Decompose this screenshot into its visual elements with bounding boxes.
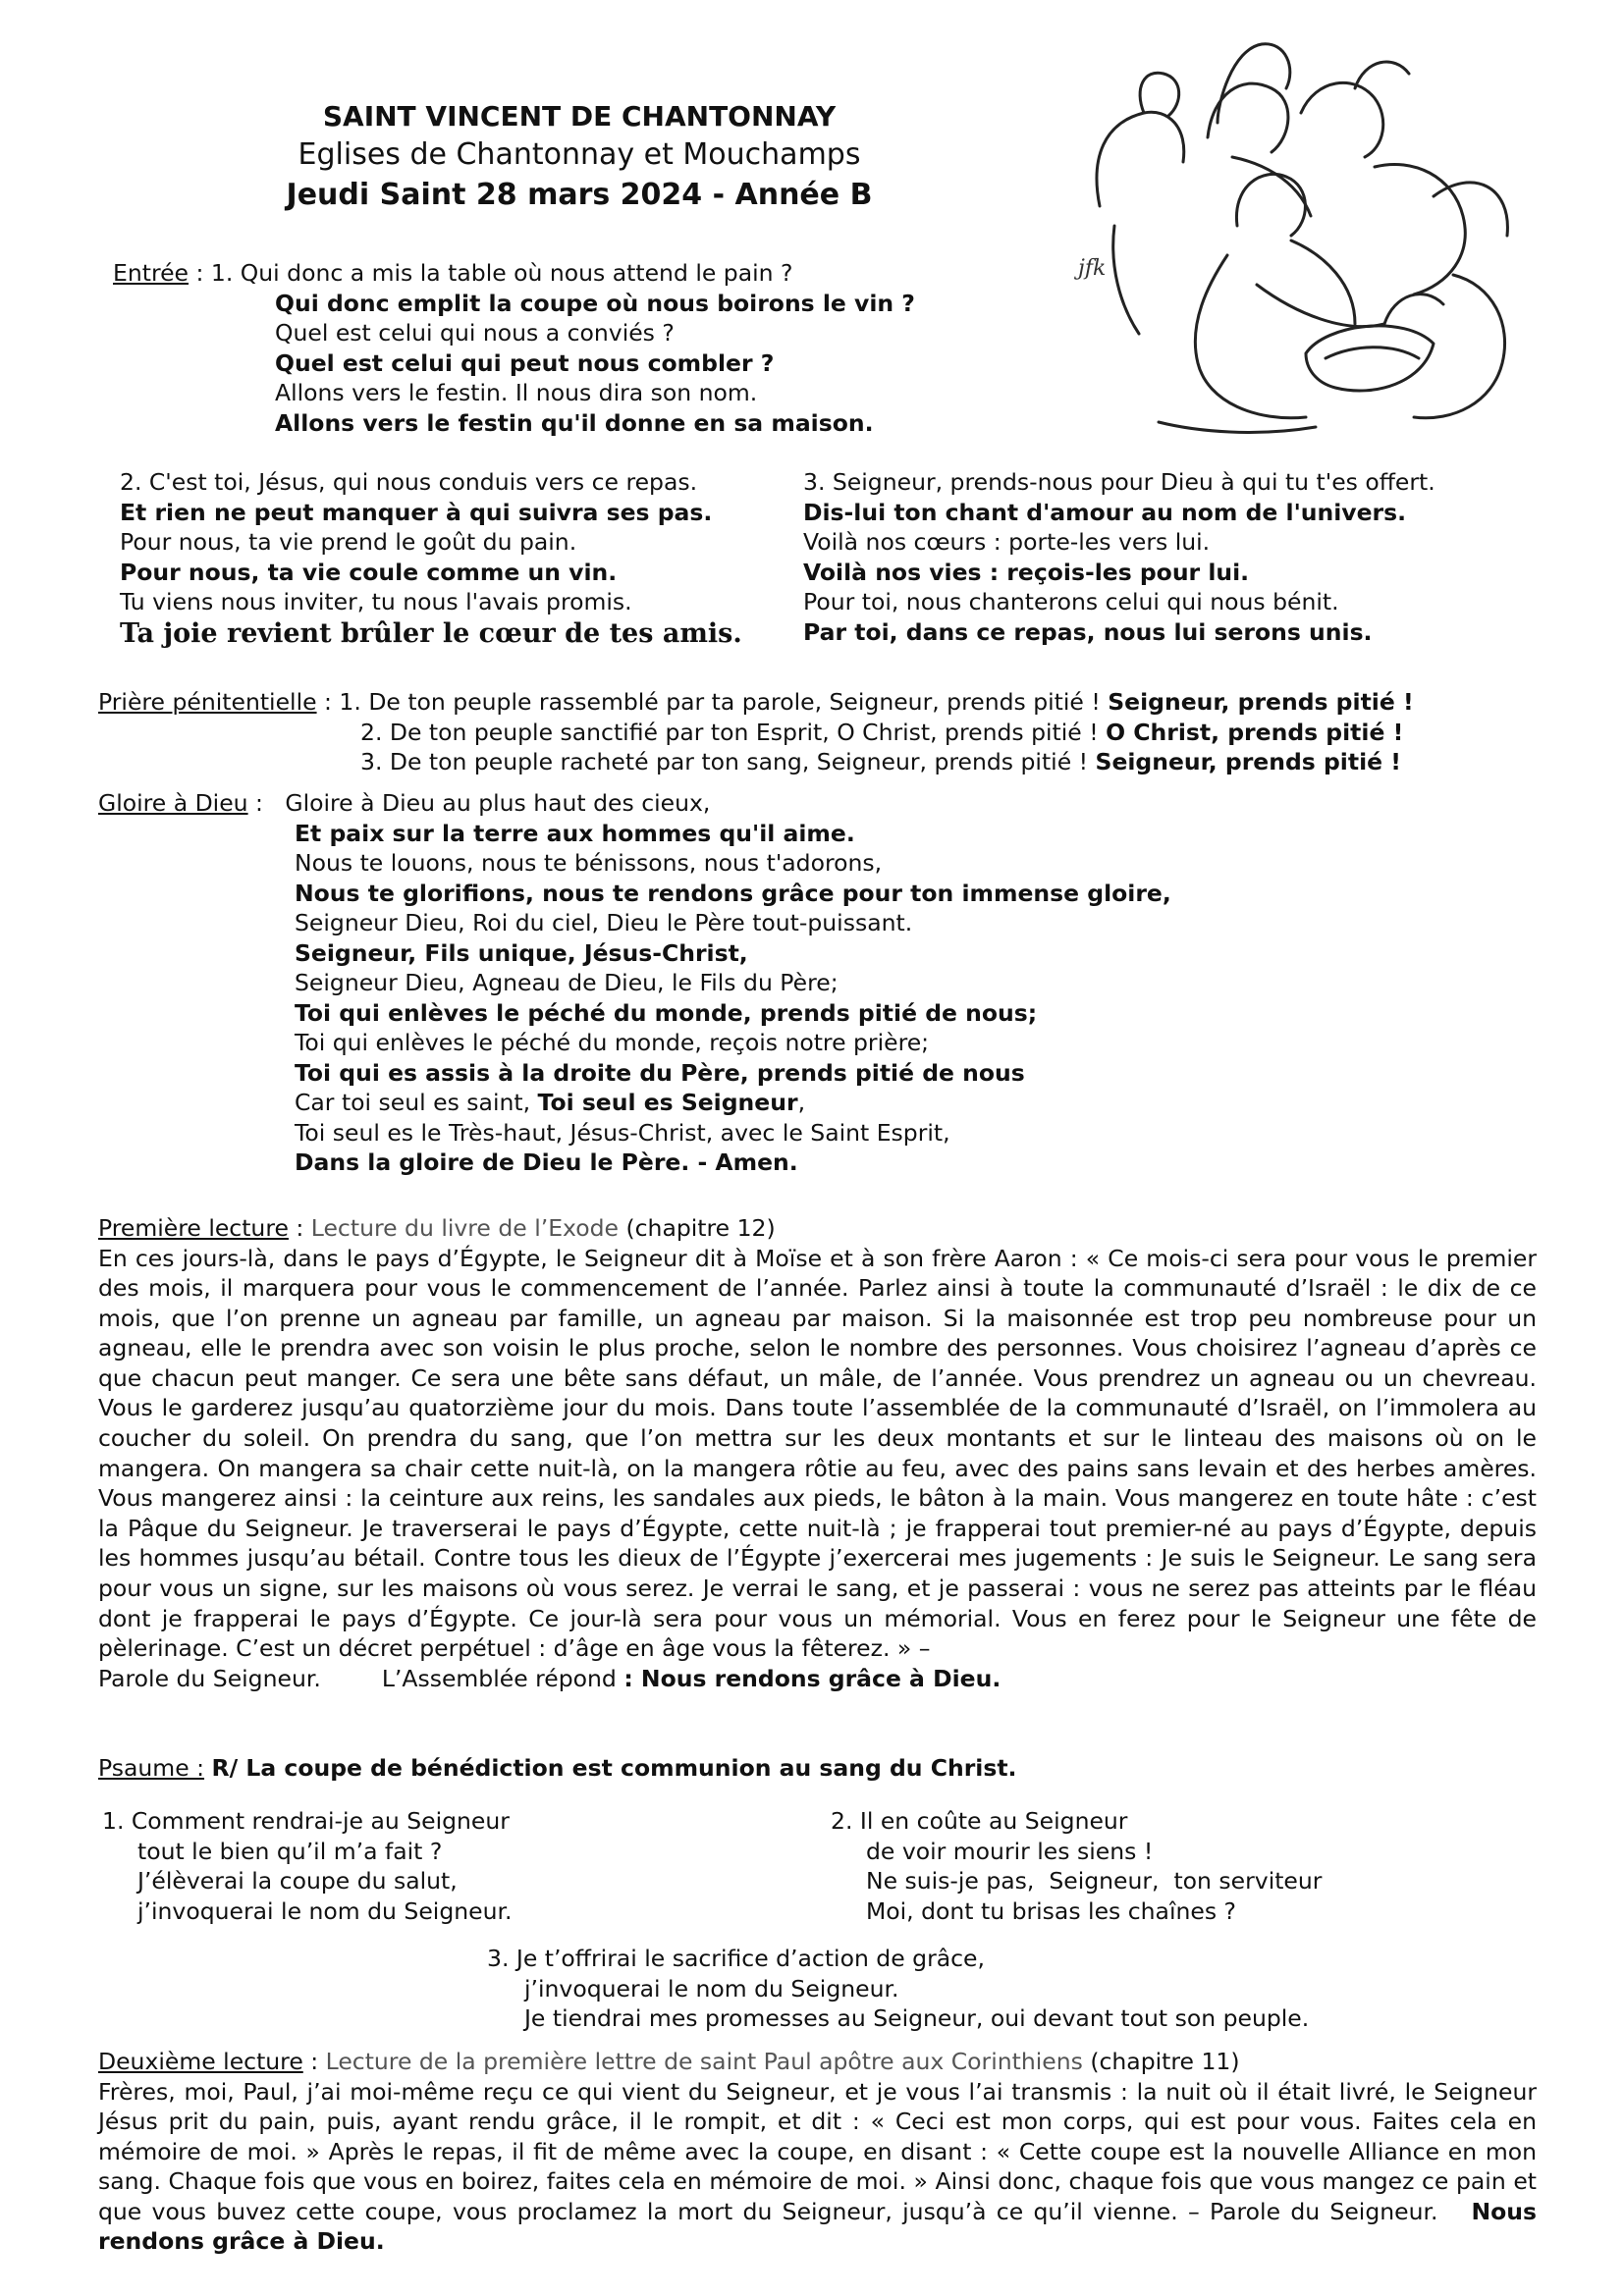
gloire-line: Seigneur Dieu, Agneau de Dieu, le Fils du Père;	[295, 969, 839, 996]
couplet2-line: Et rien ne peut manquer à qui suivra ses pas.	[120, 498, 713, 526]
washing-feet-illustration	[1060, 29, 1532, 452]
priere-item-response: O Christ, prends pitié !	[1106, 718, 1404, 746]
lecture1-closing-assemblee: L’Assemblée répond	[381, 1664, 624, 1692]
header	[196, 98, 962, 216]
priere-item-response: Seigneur, prends pitié !	[1095, 748, 1401, 775]
priere-item-text: 1. De ton peuple rassemblé par ta parole, Seigneur, prends pitié !	[339, 688, 1109, 716]
priere-penitentielle-section	[98, 687, 1414, 777]
label-sep: :	[316, 688, 340, 716]
label-sep: :	[288, 1214, 311, 1242]
lecture1-closing-response: : Nous rendons grâce à Dieu.	[623, 1664, 1001, 1692]
psaume-line: 2. Il en coûte au Seigneur	[831, 1807, 1128, 1835]
couplet-2	[120, 467, 742, 651]
gloire-line: Gloire à Dieu au plus haut des cieux,	[285, 789, 711, 817]
label-sep: :	[189, 259, 211, 287]
psaume-line: 1. Comment rendrai-je au Seigneur	[102, 1807, 510, 1835]
gloire-line: Dans la gloire de Dieu le Père. - Amen.	[295, 1148, 798, 1176]
deuxieme-lecture-section	[98, 2047, 1537, 2257]
lecture2-chapter: (chapitre 11)	[1082, 2048, 1240, 2075]
entree-section	[113, 258, 915, 438]
couplet2-line: Pour nous, ta vie prend le goût du pain.	[120, 528, 577, 556]
psaume-verse-1	[102, 1806, 512, 1926]
gloire-line: Nous te louons, nous te bénissons, nous t'adorons,	[295, 849, 883, 877]
gloire-line: Seigneur, Fils unique, Jésus-Christ,	[295, 938, 748, 967]
priere-item-text: 2. De ton peuple sanctifié par ton Esprit, O Christ, prends pitié !	[360, 718, 1107, 746]
gloire-line: Toi qui es assis à la droite du Père, prends pitié de nous	[295, 1058, 1025, 1087]
gloire-line: Toi seul es le Très-haut, Jésus-Christ, avec le Saint Esprit,	[295, 1118, 950, 1147]
gloire-line-bold: Toi seul es Seigneur	[537, 1089, 798, 1116]
gloire-line: Seigneur Dieu, Roi du ciel, Dieu le Père tout-puissant.	[295, 909, 913, 936]
couplet3-line: Par toi, dans ce repas, nous lui serons unis.	[803, 617, 1373, 646]
couplet3-line: Dis-lui ton chant d'amour au nom de l'univers.	[803, 498, 1407, 526]
lecture2-closing-response: Nous rendons grâce à Dieu.	[98, 2197, 1537, 2256]
parish-title: SAINT VINCENT DE CHANTONNAY	[322, 100, 837, 133]
couplet2-line: Ta joie revient brûler le cœur de tes amis.	[120, 617, 742, 649]
couplet-3	[803, 467, 1435, 647]
psaume-line: Moi, dont tu brisas les chaînes ?	[866, 1896, 1237, 1925]
gloire-line: Nous te glorifions, nous te rendons grâce pour ton immense gloire,	[295, 879, 1171, 907]
entree-line-5: Allons vers le festin. Il nous dira son nom.	[275, 379, 758, 406]
label-sep: :	[302, 2048, 326, 2075]
psaume-label: Psaume :	[98, 1754, 205, 1782]
entree-line-2: Qui donc emplit la coupe où nous boirons le vin ?	[275, 289, 915, 317]
lecture2-source: Lecture de la première lettre de saint Paul apôtre aux Corinthiens	[325, 2048, 1083, 2075]
premiere-lecture-section	[98, 1213, 1537, 1693]
psaume-line: Je tiendrai mes promesses au Seigneur, oui devant tout son peuple.	[524, 2004, 1310, 2032]
psaume-line: j’invoquerai le nom du Seigneur.	[137, 1896, 513, 1925]
couplet3-line: Voilà nos cœurs : porte-les vers lui.	[803, 528, 1211, 556]
priere-item-response: Seigneur, prends pitié !	[1108, 688, 1414, 716]
psaume-line: de voir mourir les siens !	[866, 1837, 1154, 1865]
label-sep: :	[247, 789, 286, 817]
entree-line-4: Quel est celui qui peut nous combler ?	[275, 348, 775, 377]
couplet3-line: Pour toi, nous chanterons celui qui nous bénit.	[803, 588, 1339, 615]
psaume-verse-2	[831, 1806, 1322, 1926]
lecture2-body: Frères, moi, Paul, j’ai moi-même reçu ce qui vient du Seigneur, et je vous l’ai transmis : la nuit où il était livré, le Seigneur Jésus prit du pain, puis, ayant rendu grâce, il le rompit, et dit : « Ceci est mon corps, qui est pour vous. Faites cela en mémoire de moi. » Après le repas, il fit de même avec la coupe, en disant : « Cette coupe est la nouvelle Alliance en mon sang. Chaque fois que vous en boirez, faites cela en mémoire de moi. » Ainsi donc, chaque fois que vous mangez ce pain et que vous buvez cette coupe, vous proclamez la mort du Seigneur, jusqu’à ce qu’il vienne. – Parole du Seigneur.	[98, 2077, 1537, 2225]
entree-line-1: 1. Qui donc a mis la table où nous attend le pain ?	[210, 259, 793, 287]
lecture1-label: Première lecture	[98, 1214, 289, 1242]
signature-text: jfk	[1078, 256, 1107, 281]
gloire-line-end: ,	[797, 1089, 806, 1116]
gloire-label: Gloire à Dieu	[98, 789, 248, 817]
lecture2-label: Deuxième lecture	[98, 2048, 303, 2075]
gloire-line: Car toi seul es saint,	[295, 1089, 538, 1116]
lecture1-text: En ces jours-là, dans le pays d’Égypte, le Seigneur dit à Moïse et à son frère Aaron : « Ce mois-ci sera pour vous le premier des mois, il marquera pour vous le commencement de l’année. Parlez ainsi à toute la communauté d’Israël : le dix de ce mois, que l’on prenne un agneau par famille, un agneau par maison. Si la maisonnée est trop peu nombreuse pour un agneau, elle le prendra avec son voisin le plus proche, selon le nombre des personnes. Vous choisirez l’agneau d’après ce que chacun peut manger. Ce sera une bête sans défaut, un mâle, de l’année. Vous prendrez un agneau ou un chevreau. Vous le garderez jusqu’au quatorzième jour du mois. Dans toute l’assemblée de la communauté d’Israël, on l’immolera au coucher du soleil. On prendra du sang, que l’on mettra sur les deux montants et sur le linteau des maisons où on le mangera. On mangera sa chair cette nuit-là, on la mangera rôtie au feu, avec des pains sans levain et des herbes amères. Vous mangerez ainsi : la ceinture aux reins, les sandales aux pieds, le bâton à la main. Vous mangerez en toute hâte : c’est la Pâque du Seigneur. Je traverserai le pays d’Égypte, cette nuit-là ; je frapperai tout premier-né au pays d’Égypte, depuis les hommes jusqu’au bétail. Contre tous les dieux de l’Égypte j’exercerai mes jugements : Je suis le Seigneur. Le sang sera pour vous un signe, sur les maisons où vous serez. Je verrai le sang, et je passerai : vous ne serez pas atteints par le fléau dont je frapperai le pays d’Égypte. Ce jour-là sera pour vous un mémorial. Vous en ferez pour le Seigneur une fête de pèlerinage. C’est un décret perpétuel : d’âge en âge vous la fêterez. » –	[98, 1244, 1537, 1663]
gloire-section	[98, 788, 1171, 1178]
psaume-line: J’élèverai la coupe du salut,	[137, 1867, 458, 1895]
couplet3-line: Voilà nos vies : reçois-les pour lui.	[803, 558, 1250, 586]
priere-item-text: 3. De ton peuple racheté par ton sang, Seigneur, prends pitié !	[360, 748, 1096, 775]
entree-line-6: Allons vers le festin qu'il donne en sa maison.	[275, 408, 874, 437]
gloire-line: Et paix sur la terre aux hommes qu'il aime.	[295, 819, 855, 847]
psaume-line: Ne suis-je pas, Seigneur, ton serviteur	[866, 1867, 1323, 1895]
psaume-section	[98, 1753, 1016, 1784]
psaume-line: j’invoquerai le nom du Seigneur.	[524, 1974, 899, 2002]
couplet2-line: 2. C'est toi, Jésus, qui nous conduis vers ce repas.	[120, 468, 698, 496]
lecture1-source: Lecture du livre de l’Exode	[310, 1214, 619, 1242]
lecture2-text	[98, 2077, 1537, 2258]
churches-subtitle: Eglises de Chantonnay et Mouchamps	[298, 137, 861, 172]
psaume-line: tout le bien qu’il m’a fait ?	[137, 1837, 443, 1865]
couplet2-line: Pour nous, ta vie coule comme un vin.	[120, 558, 618, 586]
couplet2-line: Tu viens nous inviter, tu nous l'avais promis.	[120, 588, 632, 615]
lecture1-chapter: (chapitre 12)	[619, 1214, 776, 1242]
couplet3-line: 3. Seigneur, prends-nous pour Dieu à qui tu t'es offert.	[803, 468, 1435, 496]
psaume-line: 3. Je t’offrirai le sacrifice d’action de grâce,	[487, 1945, 985, 1972]
lecture1-closing-parole: Parole du Seigneur.	[98, 1664, 321, 1692]
entree-label: Entrée	[113, 259, 189, 287]
psaume-refrain: R/ La coupe de bénédiction est communion au sang du Christ.	[211, 1754, 1017, 1782]
gloire-line: Toi qui enlèves le péché du monde, reçois notre prière;	[295, 1029, 930, 1056]
gloire-line: Toi qui enlèves le péché du monde, prends pitié de nous;	[295, 998, 1038, 1027]
psaume-verse-3	[487, 1944, 1309, 2034]
priere-label: Prière pénitentielle	[98, 688, 317, 716]
date-line: Jeudi Saint 28 mars 2024 - Année B	[286, 178, 873, 212]
entree-line-3: Quel est celui qui nous a conviés ?	[275, 319, 675, 347]
